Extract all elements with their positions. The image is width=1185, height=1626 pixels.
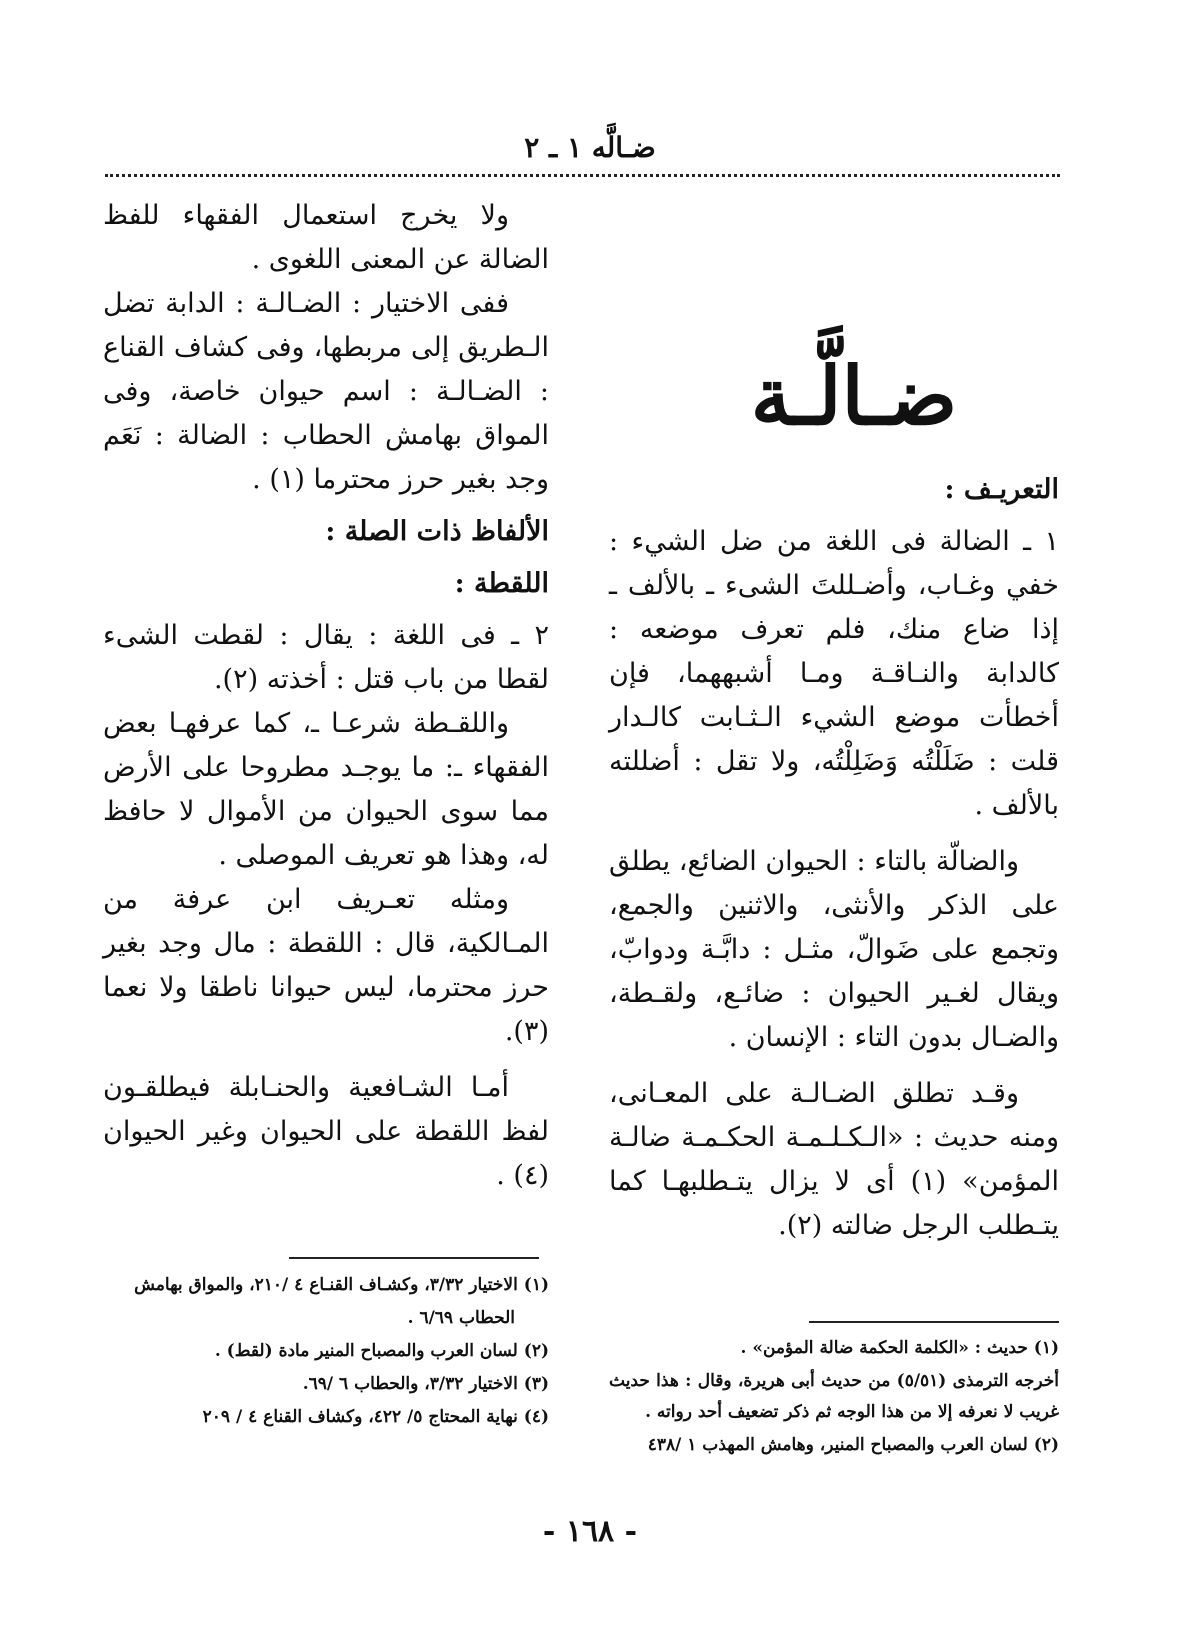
header-dotted-rule [105,174,1060,177]
footnote: أخرجه الترمذى (٥/٥١) من حديث أبى هريرة، وقال : هذا حديث غريب لا نعرفه إلا من هذا الوجه ثم ذكر تضعيف أحد رواته . [609,1371,1059,1422]
left-paragraph-3: ٢ ـ فى اللغة : يقال : لقطت الشىء لقطا من باب قتل : أخذته (٢). [103,620,549,695]
entry-title: ضـالَّـة [750,349,958,443]
footnote-rule-left [289,1257,539,1259]
running-header: ضـالَّه ١ ـ ٢ [524,131,656,164]
right-paragraph-3: وقـد تطلق الضـالـة على المعـانى، ومنه حديث : «الـكـلـمـة الحكـمـة ضالـة المؤمن» (١) أى لا يزال يتـطلبهـا كما يتـطلب الرجل ضالته (٢). [609,1078,1060,1241]
right-paragraph-2: والضالّة بالتاء : الحيوان الضائع، يطلق على الذكر والأنثى، والاثنين والجمع، وتجمع على ضَوالّ، مثـل : دابَّـة ودوابّ، ويقال لغـير الحيوان : ضائـع، ولقـطة، والضـال بدون التاء : الإنسان . [609,846,1059,1053]
right-column [609,194,1059,1248]
footnote: (٢) لسان العرب والمصباح المنير، وهامش المهذب ١ /٤٣٨ [647,1435,1059,1455]
left-column [103,194,549,1198]
footnote: (٣) الاختيار ٣/٣٢، والحطاب ٦ /٦٩. [302,1374,549,1394]
footnote: (١) الاختيار ٣/٣٢، وكشـاف القنـاع ٤ /٢١٠، والمواق بهامش [134,1275,549,1295]
footnote-rule-right [809,1321,1059,1323]
footnote: (١) حديث : «الكلمة الحكمة ضالة المؤمن» . [740,1338,1059,1358]
page-number: - ١٦٨ - [542,1514,638,1549]
related-terms-heading: الألفاظ ذات الصلة : [325,516,549,547]
footnotes-right [609,1333,1059,1463]
footnote-continuation: الحطاب ٦/٦٩ . [407,1308,515,1328]
left-paragraph-4: واللقـطة شرعـا ـ، كما عرفهـا بعض الفقهاء ـ: ما يوجـد مطروحا على الأرض مما سوى الحيوان من الأموال لا حافظ له، وهذا هو تعريف الموصلى . [103,708,549,871]
luqata-heading: اللقطة : [454,568,549,599]
left-paragraph-5: ومثله تعـريف ابن عرفة من المـالكية، قال : اللقطة : مال وجد بغير حرز محترما، ليس حيوانا ناطقا ولا نعما (٣). [103,884,549,1047]
footnote: (٤) نهاية المحتاج ٥/ ٤٢٢، وكشاف القناع ٤ / ٢٠٩ [202,1407,549,1427]
left-paragraph-6: أمـا الشـافعية والحنـابلة فيطلقـون لفظ اللقطة على الحيوان وغير الحيوان (٤) . [103,1072,549,1191]
footnotes-left [103,1270,549,1435]
definition-heading: التعريـف : [944,474,1059,505]
right-paragraph-1: ١ ـ الضالة فى اللغة من ضل الشيء : خفي وغـاب، وأضـللتَ الشىء ـ بالألف ـ إذا ضاع منك، فلم تعرف موضعه : كالدابة والنـاقـة ومـا أشبههما، فإن أخطأت موضع الشيء الـثـابت كالـدار قلت : ضَلَلْتُه وَضَلِلْتُه، ولا تقل : أضللته بالألف . [609,526,1059,821]
left-paragraph-2: ففى الاختيار : الضـالـة : الدابة تضل الـطريق إلى مربطها، وفى كشاف القناع : الضـالـة : اسم حيوان خاصة، وفى المواق بهامش الحطاب : الضالة : نَعَم وجد بغير حرز محترما (١) . [103,288,549,495]
left-paragraph-1: ولا يخرج استعمال الفقهاء للفظ الضالة عن المعنى اللغوى . [103,200,549,275]
footnote: (٢) لسان العرب والمصباح المنير مادة (لقط) . [214,1341,549,1361]
